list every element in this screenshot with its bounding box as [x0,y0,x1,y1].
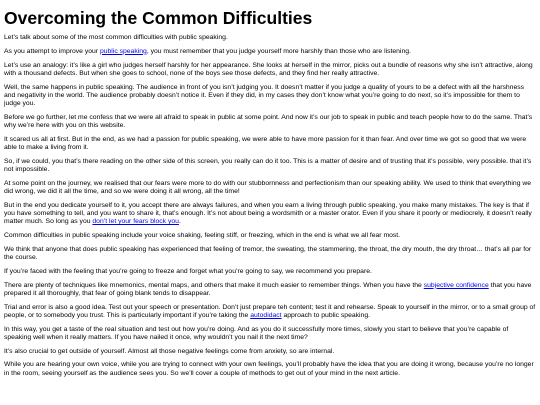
paragraph-text: that you have prepared it all thoroughly, that fear of going blank tends to disappear. [4,281,532,297]
article-paragraph [4,202,536,227]
paragraph-text: , you must remember that you judge yourself more harshly than those who are listening. [146,47,411,55]
article-paragraph [4,114,536,130]
article-paragraph [4,361,536,377]
paragraph-text: Let’s talk about some of the most common difficulties with public speaking. [4,34,228,41]
inline-link[interactable]: don’t let your fears block you [92,218,179,226]
article-paragraph [4,48,536,56]
article-body [4,34,536,378]
paragraph-text: It scared us all at first. But in the end, as we had a passion for public speaking, we were able to have more passion for it than fear. And over time we got so good that we were able to make a living from it. [4,135,527,151]
paragraph-text: We think that anyone that does public speaking has experienced that feeling of tremor, the sweating, the stammering, the throat, the dry mouth, the dry throat… that’s all par for the course. [4,245,532,261]
article-paragraph [4,326,536,342]
paragraph-text: Trial and error is also a good idea. Test out your speech or presentation. Don’t just prepare teh content; test it and rehearse. Speak to yourself in the mirror, or to a small group of people, or to somebody you trust. This is particularly important if you’re taking the [4,303,536,319]
page-title: Overcoming the Common Difficulties [4,8,313,28]
article-paragraph [4,158,536,174]
paragraph-text: If you’re faced with the feeling that you’re going to freeze and forget what you’re going to say, we recommend you prepare. [4,267,372,275]
inline-link[interactable]: autodidact [250,311,282,319]
paragraph-text: Before we go further, let me confess that we were all afraid to speak in public at some point. And now it’s our job to speak in public and teach people how to do the same. That’s why we’re here with you on this website. [4,113,533,129]
article-paragraph [4,136,536,152]
article-paragraph [4,268,536,276]
paragraph-text: While you are hearing your own voice, while you are trying to connect with your own feelings, you’ll probably have the idea that you are doing it wrong, because you’re no longer in the room, seeing yourself as the audience sees you. So we’ll cover a couple of methods to get out of your mind in the next article. [4,361,534,377]
paragraph-text: So, if we could, you that’s there reading on the other side of this screen, you really can do it too. This is a matter of desire and of trusting that it’s possible, very possible. that it’s not impossible. [4,157,532,173]
paragraph-text: Let’s use an analogy: it’s like a girl who judges herself harshly for her appearance. She looks at herself in the mirror, picks out a bundle of reasons why she isn’t attractive, along with a thousand defects. But when she goes to school, none of the boys see those defects, and they find her really attractive. [4,61,533,77]
article-paragraph [4,348,536,356]
article-paragraph [4,232,536,240]
article-paragraph [4,84,536,109]
paragraph-text: It’s also crucial to get outside of yourself. Almost all those negative feelings come from anxiety, so are internal. [4,347,335,355]
article-paragraph [4,180,536,196]
inline-link[interactable]: subjective confidence [423,281,489,289]
paragraph-text: In this way, you get a taste of the real situation and test out how you’re doing. And as you do it successfully more times, slowly you start to believe that you’re capable of speaking well when it really matters. If you have nailed it once, why wouldn’t you nail it the next time? [4,325,509,341]
paragraph-text: But in the end you dedicate yourself to it, you accept there are always failures, and when you earn a living through public speaking, you make many mistakes. The key is that if you have something to tell, and you want to share it, that’s enough. It’s not about being a wordsmith or a master orator. Even if you share it poorly or mediocrely, it doesn’t really matter much. So long as you [4,201,532,226]
article-paragraph [4,246,536,262]
paragraph-text: Well, the same happens in public speaking. The audience in front of you isn’t judging you. It doesn’t matter if you judge a quality of yours to be a defect with all the harshness and negativity in the world. The audience probably doesn’t notice it. Even if they did, in my cases they don’t know what you’re going to do next, so it’s impossible for them to judge you. [4,83,525,107]
article-paragraph [4,304,536,320]
paragraph-text: As you attempt to improve your [4,47,100,55]
paragraph-text: There are plenty of techniques like mnemonics, mental maps, and others that make it much easier to remember things. When you have the [4,281,424,289]
article-paragraph [4,62,536,78]
paragraph-text: Common difficulties in public speaking include your voice shaking, feeling stiff, or freezing, which in the end is what we all fear most. [4,232,401,239]
paragraph-text: At some point on the journey, we realised that our fears were more to do with our stubbornness and perfectionism than our speaking ability. We used to think that everything we did wrong, we did it all the time, and so we were doing it all wrong, all the time! [4,179,532,195]
paragraph-text: approach to public speaking. [281,311,370,319]
inline-link[interactable]: public speaking [99,47,147,55]
article-paragraph [4,282,536,298]
article-paragraph [4,34,536,42]
paragraph-text: . [178,218,181,226]
